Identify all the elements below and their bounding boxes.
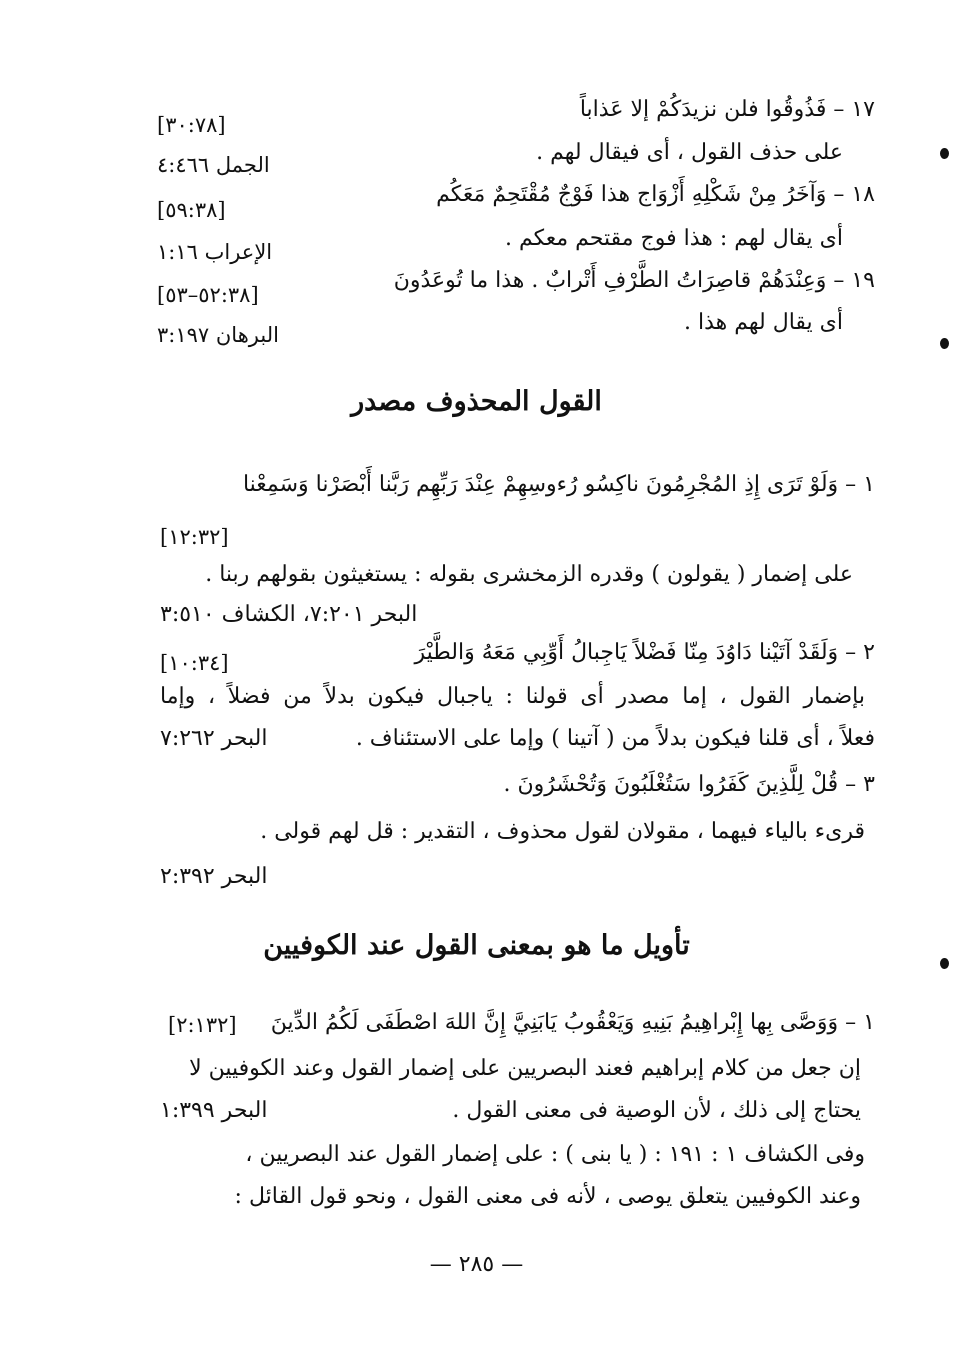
verse-17-comment: على حذف القول ، أى فيقال لهم . [536, 140, 843, 165]
verse-17: ١٧ – فَذُوقُوا فلن نزيدَكُمْ إلا عَذاباً [579, 97, 875, 122]
verse-19: ١٩ – وَعِنْدَهُمْ قاصِرَاتُ الطَّرْفِ أَتْرابٌ . هذا ما تُوعَدُونَ [393, 268, 875, 293]
page-number: — ٢٨٥ — [429, 1252, 524, 1277]
s2-verse-1: ١ – وَلَوْ تَرَى إِذِ المُجْرِمُونَ ناكِسُو رُءوسِهِمْ عِنْدَ رَبِّهِم رَبَّنا أَبْصَرْنا وَسَمِعْنا [242, 472, 875, 497]
ref-verse-19: [٥٢:٣٨–٥٣] [157, 283, 259, 307]
s2-source-1: البحر ٧:٢٠١، الكشاف ٣:٥١٠ [160, 602, 418, 627]
ref-verse-17: [٣٠:٧٨] [157, 113, 226, 137]
s3-comment-2: يحتاج إلى ذلك ، لأن الوصية فى معنى القول . [452, 1098, 861, 1123]
s2-verse-2: ٢ – وَلَقَدْ آتَيْنا دَاوُدَ مِنّا فَضْلاً يَاجِبالُ أَوِّبِي مَعَهُ وَالطَّيْرَ [414, 640, 875, 665]
s2-verse-2-ref: [١٠:٣٤] [160, 651, 229, 675]
s2-source-2: البحر ٧:٢٦٢ [160, 726, 268, 751]
s3-comment-3: وفى الكشاف ١ : ١٩١ : ( يا بنى ) : على إضمار القول عند البصريين ، [245, 1142, 865, 1167]
ref-jamal: الجمل ٤:٤٦٦ [157, 153, 270, 177]
section-heading-masdar: القول المحذوف مصدر [351, 386, 602, 417]
ref-verse-18: [٥٩:٣٨] [157, 198, 226, 222]
s2-source-3: البحر ٢:٣٩٢ [160, 864, 268, 889]
margin-dot [940, 338, 949, 349]
verse-19-comment: أى يقال لهم هذا . [684, 310, 843, 335]
s2-verse-1-ref: [١٢:٣٢] [160, 525, 229, 549]
verse-18-comment: أى يقال لهم : هذا فوج مقتحم معكم . [504, 226, 843, 251]
s2-verse-3: ٣ – قُلْ لِلَّذِينَ كَفَرُوا سَتُغْلَبُونَ وَتُحْشَرُونَ . [503, 772, 875, 797]
section-heading-kufiyyin: تأويل ما هو بمعنى القول عند الكوفيين [263, 930, 690, 961]
margin-dot [940, 958, 949, 969]
s2-comment-2: بإضمار القول ، إما مصدر أى قولنا : ياجبال فيكون بدلاً من فضلاً ، وإما [160, 684, 865, 709]
verse-18: ١٨ – وَآخَرُ مِنْ شَكْلِهِ أَزْوَاج هذا فَوْجٌ مُقْتَحِمٌ مَعَكُم [436, 182, 875, 207]
s2-comment-4: قرىء بالياء فيهما ، مقولان لقول محذوف ، التقدير : قل لهم قولى . [260, 819, 865, 844]
margin-dot [940, 148, 949, 159]
s3-verse-1-ref: [٢:١٣٢] [168, 1013, 237, 1037]
ref-irab: الإعراب ١:١٦ [157, 240, 273, 264]
s3-comment-1: إن جعل من كلام إبراهيم فعند البصريين على إضمار القول وعند الكوفيين لا [189, 1056, 861, 1081]
s2-comment-3: فعلاً ، أى قلنا فيكون بدلاً من ( آتينا ) وإما على الاستئناف . [355, 726, 875, 751]
ref-burhan: البرهان ٣:١٩٧ [157, 323, 279, 347]
s2-comment-1: على إضمار ( يقولون ) وقدره الزمخشرى بقوله : يستغيثون بقولهم ربنا . [205, 562, 853, 587]
s3-comment-4: وعند الكوفيين يتعلق يوصى ، لأنه فى معنى القول ، ونحو قول القائل : [234, 1184, 861, 1209]
s3-verse-1: ١ – وَوَصَّى بِها إِبْراهِيمُ بَنِيهِ وَيَعْقُوبُ يَابَنِيَّ إِنَّ اللهَ اصْطَفَى لَكُمُ الدِّينَ [270, 1010, 875, 1035]
s3-source-1: البحر ١:٣٩٩ [160, 1098, 268, 1123]
